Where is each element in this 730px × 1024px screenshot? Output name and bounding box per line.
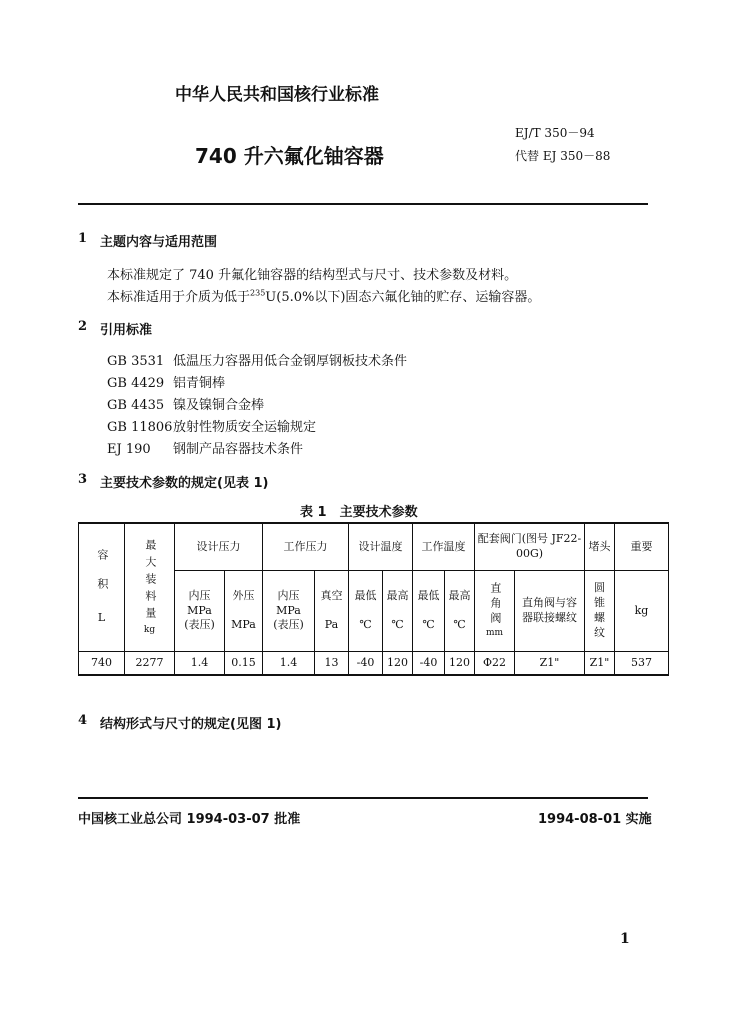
document-title: 740 升六氟化铀容器 [195,144,384,168]
cell-valve-thread: Z1" [515,652,585,676]
section-1-number: 1 [78,231,88,246]
p2-tail: U(5.0%以下)固态六氟化铀的贮存、运输容器。 [265,290,541,305]
cell-work-temp-min: -40 [413,652,445,676]
cell-design-outer: 0.15 [225,652,263,676]
header-plug: 堵头 [585,523,615,571]
standard-code: EJ/T 350－94 [515,126,595,140]
parameters-table [78,522,669,676]
cell-design-temp-min: -40 [349,652,383,676]
sub-inner-pressure: 内压 MPa (表压) [175,571,225,652]
cell-weight: 537 [615,652,669,676]
page-number: 1 [620,931,630,947]
reference-code: EJ 190 [107,442,151,457]
section-3-number: 3 [78,472,88,487]
header-weight: 重要 [615,523,669,571]
section-2-number: 2 [78,319,88,334]
table-row [79,652,669,676]
header-rule [78,203,648,205]
section-4-number: 4 [78,713,88,728]
header-max-load: 最大装料量 kg [125,523,175,652]
table-header-row [79,523,669,571]
sub-plug-thread: 圆锥螺纹 [585,571,615,652]
footer-rule [78,797,648,799]
section-2-title: 引用标准 [100,323,153,338]
header-volume: 容积 L [79,523,125,652]
cell-work-temp-max: 120 [445,652,475,676]
sub-weight-unit: kg [615,571,669,652]
cell-design-temp-max: 120 [383,652,413,676]
cell-volume: 740 [79,652,125,676]
replaces-code: 代替 EJ 350－88 [515,149,611,163]
sub-valve-straight: 直角阀 mm [475,571,515,652]
reference-title: 钢制产品容器技术条件 [173,442,304,457]
cell-valve-straight: Φ22 [475,652,515,676]
section-4-title: 结构形式与尺寸的规定(见图 1) [100,717,282,732]
sub-work-temp-min: 最低 ℃ [413,571,445,652]
sub-work-temp-max: 最高 ℃ [445,571,475,652]
reference-code: GB 4429 [107,376,165,391]
reference-item [107,416,316,435]
reference-code: GB 4435 [107,398,165,413]
header-work-pressure: 工作压力 [263,523,349,571]
effective-date: 1994-08-01 实施 [538,812,652,827]
table-caption: 表 1 主要技术参数 [300,505,418,520]
reference-title: 铝青铜棒 [173,376,226,391]
sub-valve-thread: 直角阀与容器联接螺纹 [515,571,585,652]
section-1-title: 主题内容与适用范围 [100,235,218,250]
reference-item [107,372,225,391]
header-design-temp: 设计温度 [349,523,413,571]
reference-item [107,394,264,413]
sub-vacuum: 真空 Pa [315,571,349,652]
reference-title: 放射性物质安全运输规定 [173,420,317,435]
cell-plug-thread: Z1" [585,652,615,676]
org-standard-title: 中华人民共和国核行业标准 [175,85,379,105]
reference-item [107,350,407,369]
sub-work-inner-pressure: 内压 MPa (表压) [263,571,315,652]
cell-work-inner: 1.4 [263,652,315,676]
header-work-temp: 工作温度 [413,523,475,571]
reference-item [107,438,303,457]
sub-outer-pressure: 外压 MPa [225,571,263,652]
cell-max-load: 2277 [125,652,175,676]
sub-design-temp-min: 最低 ℃ [349,571,383,652]
reference-title: 镍及镍铜合金棒 [173,398,265,413]
sub-design-temp-max: 最高 ℃ [383,571,413,652]
header-valve: 配套阀门(图号 JF22-00G) [475,523,585,571]
isotope-superscript: 235 [250,288,266,298]
approval-line: 中国核工业总公司 1994-03-07 批准 [78,812,301,827]
section-1-paragraph-2 [107,286,540,305]
reference-code: GB 11806 [107,420,173,435]
cell-vacuum: 13 [315,652,349,676]
header-design-pressure: 设计压力 [175,523,263,571]
p2-lead: 本标准适用于介质为低于 [107,290,251,305]
section-3-title: 主要技术参数的规定(见表 1) [100,476,269,491]
reference-code: GB 3531 [107,354,165,369]
reference-title: 低温压力容器用低合金钢厚钢板技术条件 [173,354,408,369]
cell-design-inner: 1.4 [175,652,225,676]
section-1-paragraph-1: 本标准规定了 740 升氟化铀容器的结构型式与尺寸、技术参数及材料。 [107,268,518,283]
